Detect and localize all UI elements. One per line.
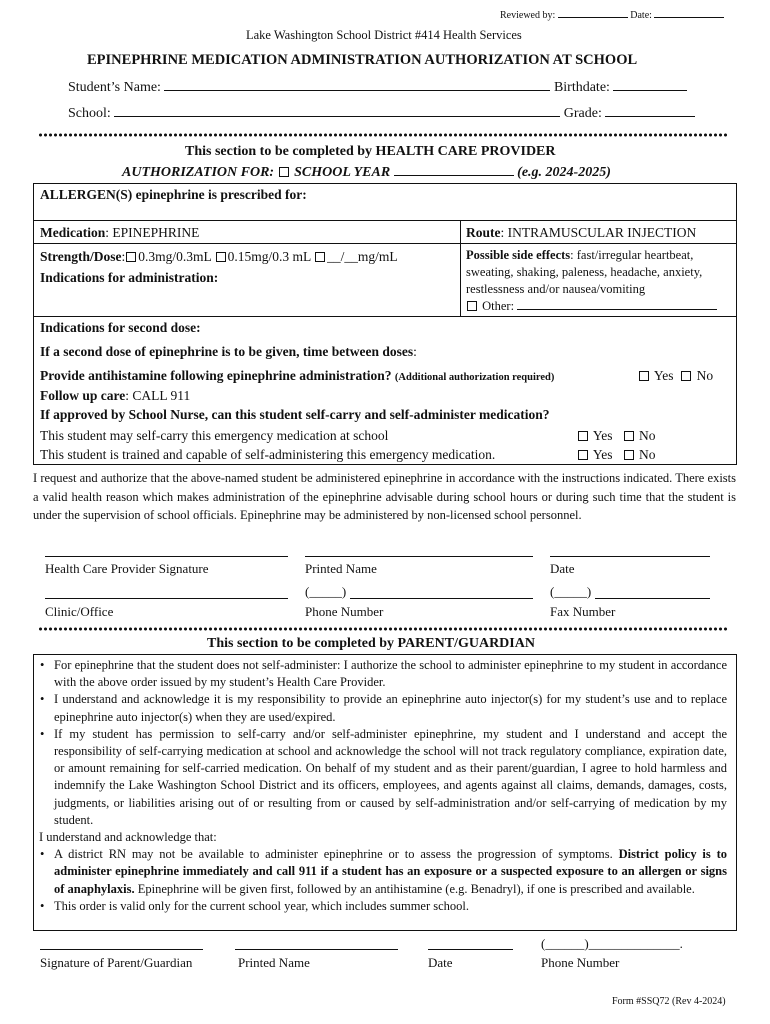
form-title: EPINEPHRINE MEDICATION ADMINISTRATION AUTHORIZATION AT SCHOOL: [87, 52, 638, 68]
self-carry-no-checkbox[interactable]: [624, 431, 634, 441]
parent-term-4: • A district RN may not be available to administer epinephrine or to assess the progression of symptoms. District policy is to administer epinephrine immediately and call 911 if a student has an exposure or a suspected exposure to an allergen or signs of anaphylaxis. Epinephrine will be given first, followed by an antihistamine (e.g. Benadryl), if one is prescribed and available.: [39, 846, 727, 898]
student-name-row: Student’s Name: Birthdate:: [68, 80, 687, 96]
self-carry-question: If approved by School Nurse, can this student self-carry and self-administer medication?: [40, 407, 550, 422]
self-administer-no-checkbox[interactable]: [624, 450, 634, 460]
self-administer-options: Yes No: [577, 447, 656, 463]
school-year-checkbox[interactable]: [279, 167, 289, 177]
provider-printed-name-label: Printed Name: [305, 561, 377, 576]
self-carry-options: Yes No: [577, 428, 656, 444]
school-year-field[interactable]: [394, 175, 514, 176]
provider-section-heading: This section to be completed by HEALTH CARE PROVIDER: [185, 144, 556, 159]
school-field[interactable]: [114, 116, 560, 117]
parent-term-2: • I understand and acknowledge it is my responsibility to provide an epinephrine auto injector(s) for my student’s use and to replace epinephrine auto injector(s) when they are used/expired.: [39, 691, 727, 725]
medication-row: Medication: EPINEPHRINE: [40, 225, 200, 240]
table-rule: [33, 243, 736, 244]
form-id: Form #SSQ72 (Rev 4-2024): [612, 996, 726, 1007]
dose-custom-checkbox[interactable]: [315, 252, 325, 262]
parent-phone-field[interactable]: (______)______________.: [541, 936, 683, 951]
other-side-effect-field[interactable]: [517, 309, 717, 310]
self-administer-yes-checkbox[interactable]: [578, 450, 588, 460]
parent-terms: [39, 657, 727, 915]
fax-prefix: (_____): [550, 584, 592, 599]
indications-label: Indications for administration:: [40, 270, 219, 285]
acknowledge-label: I understand and acknowledge that:: [39, 830, 217, 845]
grade-field[interactable]: [605, 116, 695, 117]
reviewed-date-field[interactable]: [654, 17, 724, 18]
strength-dose-row: Strength/Dose: 0.3mg/0.3mL 0.15mg/0.3 mL __/__mg/mL: [40, 249, 398, 264]
second-dose-label: Indications for second dose:: [40, 320, 201, 335]
self-carry-yes-checkbox[interactable]: [578, 431, 588, 441]
parent-date-line[interactable]: [428, 949, 513, 950]
table-rule: [33, 316, 736, 317]
authorization-for: AUTHORIZATION FOR: SCHOOL YEAR (e.g. 2024-2025): [122, 165, 611, 180]
antihistamine-yes-checkbox[interactable]: [639, 371, 649, 381]
section-divider: [38, 627, 728, 631]
reviewed-by-field[interactable]: [558, 17, 628, 18]
parent-term-5: • This order is valid only for the current school year, which includes summer school.: [39, 898, 727, 915]
dose-015-checkbox[interactable]: [216, 252, 226, 262]
self-administer-row: This student is trained and capable of self-administering this emergency medication.: [40, 447, 496, 462]
request-paragraph: I request and authorize that the above-named student be administered epinephrine in accordance with the instructions indicated. There exists a valid health reason which makes administration of the epinephrine advisable during school hours or during such time that the student is under the supervision of school officials. Epinephrine may be administered by non-licensed school personnel.: [33, 471, 736, 522]
time-between-doses: If a second dose of epinephrine is to be given, time between doses:: [40, 344, 417, 359]
table-column-rule: [460, 220, 461, 316]
parent-signature-line[interactable]: [40, 949, 203, 950]
provider-fax-label: Fax Number: [550, 604, 616, 619]
antihistamine-row: Provide antihistamine following epinephrine administration? (Additional authorization required): [40, 368, 555, 383]
dose-03-checkbox[interactable]: [126, 252, 136, 262]
clinic-line[interactable]: [45, 598, 288, 599]
parent-signature-label: Signature of Parent/Guardian: [40, 955, 193, 970]
phone-prefix: (_____): [305, 584, 347, 599]
parent-section-heading: This section to be completed by PARENT/GUARDIAN: [207, 636, 535, 651]
table-rule: [33, 220, 736, 221]
provider-date-label: Date: [550, 561, 575, 576]
school-row: School: Grade:: [68, 106, 695, 122]
parent-date-label: Date: [428, 955, 453, 970]
district-name: Lake Washington School District #414 Health Services: [246, 28, 522, 42]
section-divider: [38, 133, 728, 137]
student-name-field[interactable]: [164, 90, 550, 91]
reviewed-by: Reviewed by: Date:: [500, 10, 724, 21]
provider-signature-line[interactable]: [45, 556, 288, 557]
provider-phone-label: Phone Number: [305, 604, 384, 619]
follow-up-row: Follow up care: CALL 911: [40, 388, 191, 403]
provider-signature-label: Health Care Provider Signature: [45, 561, 209, 576]
birthdate-field[interactable]: [613, 90, 687, 91]
side-effects: Possible side effects: fast/irregular heartbeat, sweating, shaking, paleness, headache, anxiety, restlessness and/or nausea/vomiting Other:: [466, 247, 717, 315]
self-carry-row: This student may self-carry this emergency medication at school: [40, 428, 389, 443]
parent-printed-name-line[interactable]: [235, 949, 398, 950]
clinic-label: Clinic/Office: [45, 604, 114, 619]
antihistamine-options: Yes No: [638, 368, 713, 384]
provider-fax-line[interactable]: [595, 598, 710, 599]
antihistamine-no-checkbox[interactable]: [681, 371, 691, 381]
allergen-label: ALLERGEN(S) epinephrine is prescribed for:: [40, 187, 307, 202]
provider-date-line[interactable]: [550, 556, 710, 557]
other-side-effect-checkbox[interactable]: [467, 301, 477, 311]
parent-term-1: • For epinephrine that the student does not self-administer: I authorize the school to administer epinephrine to my student in accordance with the above order issued by my student’s Health Care Provider.: [39, 657, 727, 691]
parent-printed-name-label: Printed Name: [238, 955, 310, 970]
provider-printed-name-line[interactable]: [305, 556, 533, 557]
route-row: Route: INTRAMUSCULAR INJECTION: [466, 225, 697, 240]
parent-term-3: • If my student has permission to self-carry and/or self-administer epinephrine, my student and I understand and accept the responsibility of self-carrying medication at school and acknowledge the school will not track regulatory compliance, expiration date, or amount remaining for self-carried medication. On behalf of my student and as their parent/guardian, I agree to hold harmless and indemnify the Lake Washington School District and its officers, employees, and agents against all claims, demands, damages, costs, judgments, or liabilities arising out of or resulting from or caused by self-administration and/or self-carrying of medication by my student.: [39, 726, 727, 829]
parent-phone-label: Phone Number: [541, 955, 620, 970]
provider-phone-line[interactable]: [350, 598, 533, 599]
